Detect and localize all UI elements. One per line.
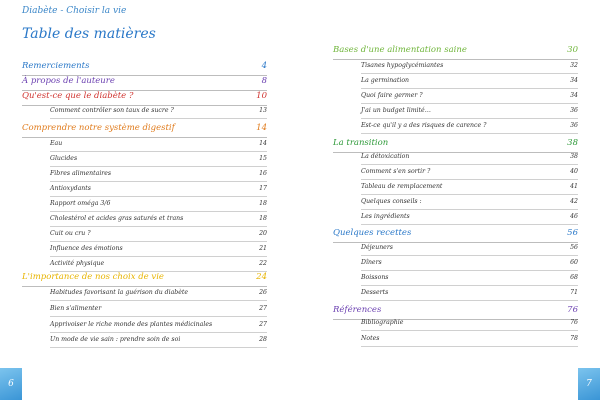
page-number-left: 6 (0, 368, 22, 400)
toc-entry-page: 30 (567, 45, 578, 55)
toc-entry-label: Quoi faire germer ? (361, 92, 423, 99)
toc-entry-label: Fibres alimentaires (50, 170, 112, 177)
toc-entry-label: Influence des émotions (50, 245, 123, 252)
toc-entry-page: 13 (259, 107, 267, 114)
toc-entry-page: 46 (570, 213, 578, 220)
toc-section[interactable] (333, 288, 578, 298)
toc-entry-page: 34 (570, 77, 578, 84)
toc-entry-page: 27 (259, 305, 267, 312)
toc-entry-label: À propos de l'auteure (22, 76, 115, 86)
toc-entry-page: 76 (567, 305, 578, 315)
toc-entry-label: Activité physique (50, 260, 105, 267)
toc-entry-label: Comprendre notre système digestif (22, 123, 175, 133)
toc-section[interactable] (333, 273, 578, 283)
toc-section[interactable] (22, 169, 267, 179)
toc-chapter[interactable] (22, 270, 267, 284)
toc-chapter[interactable] (22, 59, 267, 73)
toc-entry-page: 24 (256, 272, 267, 282)
toc-entry-label: J'ai un budget limité… (361, 107, 431, 114)
toc-section[interactable] (22, 288, 267, 298)
toc-section[interactable] (333, 258, 578, 268)
toc-entry-label: Références (333, 305, 382, 315)
toc-entry-label: Comment contrôler son taux de sucre ? (50, 107, 174, 114)
toc-entry-label: Déjeuners (361, 244, 393, 251)
toc-entry-label: Comment s'en sortir ? (361, 168, 431, 175)
toc-section[interactable] (22, 259, 267, 269)
toc-entry-label: Rapport oméga 3/6 (50, 200, 111, 207)
toc-entry-label: Notes (361, 335, 380, 342)
toc-section[interactable] (22, 106, 267, 116)
toc-chapter[interactable] (333, 43, 578, 57)
toc-entry-label: Qu'est-ce que le diabète ? (22, 91, 134, 101)
toc-section[interactable] (22, 184, 267, 194)
toc-entry-page: 60 (570, 259, 578, 266)
toc-section[interactable] (22, 154, 267, 164)
toc-entry-label: Quelques conseils : (361, 198, 422, 205)
toc-chapter[interactable] (333, 136, 578, 150)
toc-entry-page: 36 (570, 122, 578, 129)
running-head: Diabète - Choisir la vie (22, 6, 127, 16)
toc-section[interactable] (333, 61, 578, 71)
toc-entry-page: 26 (259, 289, 267, 296)
toc-entry-label: Apprivoiser le riche monde des plantes médicinales (50, 321, 213, 328)
toc-section[interactable] (333, 152, 578, 162)
toc-entry-page: 14 (259, 140, 267, 147)
toc-entry-label: Cuit ou cru ? (50, 230, 91, 237)
toc-entry-page: 34 (570, 92, 578, 99)
toc-entry-page: 42 (570, 198, 578, 205)
toc-entry-page: 36 (570, 107, 578, 114)
toc-entry-page: 41 (570, 183, 578, 190)
toc-section[interactable] (333, 121, 578, 131)
toc-section[interactable] (333, 243, 578, 253)
toc-entry-page: 15 (259, 155, 267, 162)
toc-section[interactable] (333, 197, 578, 207)
toc-entry-page: 27 (259, 321, 267, 328)
toc-chapter[interactable] (22, 121, 267, 135)
toc-entry-page: 22 (259, 260, 267, 267)
toc-section[interactable] (333, 91, 578, 101)
toc-entry-label: Eau (50, 140, 63, 147)
toc-chapter[interactable] (22, 89, 267, 103)
toc-entry-label: Bases d'une alimentation saine (333, 45, 467, 55)
toc-entry-label: La germination (361, 77, 410, 84)
toc-section[interactable] (22, 199, 267, 209)
toc-entry-page: 56 (570, 244, 578, 251)
toc-entry-page: 38 (567, 138, 578, 148)
toc-entry-page: 38 (570, 153, 578, 160)
toc-entry-label: Cholestérol et acides gras saturés et trans (50, 215, 184, 222)
toc-section[interactable] (22, 139, 267, 149)
toc-section[interactable] (333, 212, 578, 222)
toc-entry-label: Desserts (361, 289, 389, 296)
toc-entry-label: La transition (333, 138, 389, 148)
toc-entry-label: Un mode de vie sain : prendre soin de soi (50, 336, 181, 343)
toc-entry-page: 32 (570, 62, 578, 69)
toc-entry-page: 16 (259, 170, 267, 177)
toc-entry-label: Bien s'alimenter (50, 305, 102, 312)
toc-section[interactable] (333, 318, 578, 328)
toc-entry-page: 10 (256, 91, 267, 101)
toc-section[interactable] (22, 335, 267, 345)
toc-entry-page: 8 (261, 76, 267, 86)
toc-entry-label: Boissons (361, 274, 389, 281)
toc-entry-label: Glucides (50, 155, 78, 162)
toc-section[interactable] (22, 304, 267, 314)
toc-section[interactable] (22, 229, 267, 239)
toc-entry-page: 68 (570, 274, 578, 281)
toc-entry-label: Remerciements (22, 61, 90, 71)
toc-entry-label: Tableau de remplacement (361, 183, 443, 190)
toc-section[interactable] (333, 182, 578, 192)
toc-section[interactable] (22, 320, 267, 330)
toc-section[interactable] (22, 214, 267, 224)
toc-entry-label: Les ingrédients (361, 213, 410, 220)
toc-entry-page: 17 (259, 185, 267, 192)
toc-entry-label: Habitudes favorisant la guérison du diabète (50, 289, 189, 296)
toc-chapter[interactable] (22, 74, 267, 88)
toc-entry-page: 76 (570, 319, 578, 326)
toc-section[interactable] (333, 106, 578, 116)
toc-entry-label: La détoxication (361, 153, 410, 160)
toc-entry-page: 78 (570, 335, 578, 342)
toc-entry-page: 56 (567, 228, 578, 238)
toc-section[interactable] (333, 76, 578, 86)
toc-entry-page: 40 (570, 168, 578, 175)
toc-entry-label: Tisanes hypoglycémiantes (361, 62, 444, 69)
toc-entry-label: L'importance de nos choix de vie (22, 272, 164, 282)
toc-entry-page: 14 (256, 123, 267, 133)
toc-chapter[interactable] (333, 303, 578, 317)
toc-entry-label: Bibliographie (361, 319, 404, 326)
toc-entry-label: Antioxydants (50, 185, 91, 192)
toc-entry-label: Quelques recettes (333, 228, 412, 238)
toc-entry-page: 18 (259, 215, 267, 222)
toc-section[interactable] (22, 244, 267, 254)
toc-entry-page: 18 (259, 200, 267, 207)
toc-entry-label: Dîners (361, 259, 382, 266)
page-number-right: 7 (578, 368, 600, 400)
toc-entry-page: 71 (570, 289, 578, 296)
toc-entry-page: 4 (261, 61, 267, 71)
toc-entry-page: 21 (259, 245, 267, 252)
toc-section[interactable] (333, 334, 578, 344)
toc-entry-label: Est-ce qu'il y a des risques de carence ? (361, 122, 487, 129)
toc-entry-page: 20 (259, 230, 267, 237)
toc-chapter[interactable] (333, 226, 578, 240)
toc-section[interactable] (333, 167, 578, 177)
toc-entry-page: 28 (259, 336, 267, 343)
toc-title: Table des matières (22, 26, 156, 42)
